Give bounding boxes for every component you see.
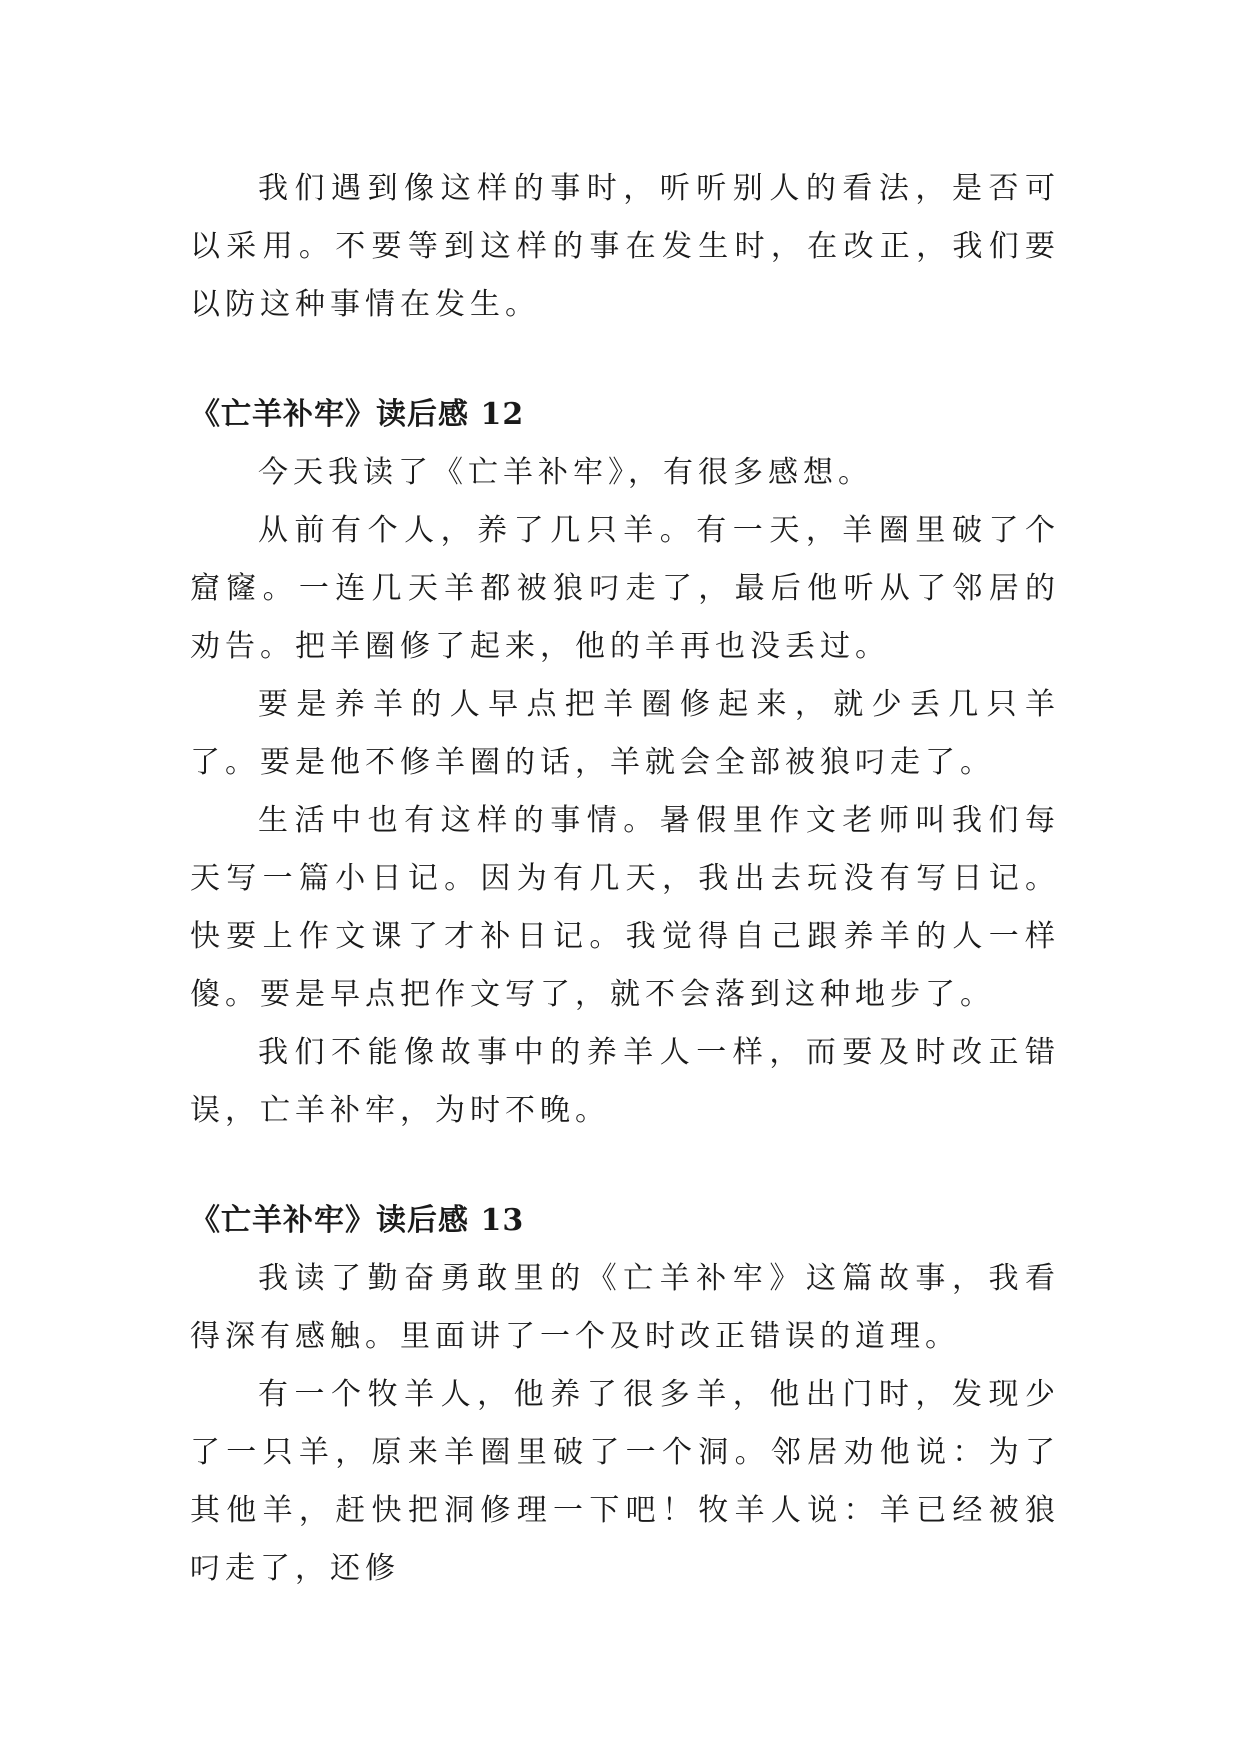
- paragraph: 我读了勤奋勇敢里的《亡羊补牢》这篇故事，我看得深有感触。里面讲了一个及时改正错误的道理。: [190, 1261, 1060, 1354]
- document-page: [190, 160, 1060, 1598]
- paragraph: 生活中也有这样的事情。暑假里作文老师叫我们每天写一篇小日记。因为有几天，我出去玩没有写日记。快要上作文课了才补日记。我觉得自己跟养羊的人一样傻。要是早点把作文写了，就不会落到这种地步了。: [190, 803, 1060, 1012]
- paragraph: 从前有个人，养了几只羊。有一天，羊圈里破了个窟窿。一连几天羊都被狼叼走了，最后他听从了邻居的劝告。把羊圈修了起来，他的羊再也没丢过。: [190, 513, 1060, 664]
- paragraph: 今天我读了《亡羊补牢》，有很多感想。: [258, 455, 873, 490]
- section-gap: [190, 1140, 1060, 1192]
- paragraph: 要是养羊的人早点把羊圈修起来，就少丢几只羊了。要是他不修羊圈的话，羊就会全部被狼叼走了。: [190, 687, 1060, 780]
- section-heading: 《亡羊补牢》读后感 13: [190, 1203, 525, 1238]
- paragraph: 有一个牧羊人，他养了很多羊，他出门时，发现少了一只羊，原来羊圈里破了一个洞。邻居劝他说：为了其他羊，赶快把洞修理一下吧！牧羊人说：羊已经被狼叼走了，还修: [190, 1377, 1060, 1586]
- section-heading: 《亡羊补牢》读后感 12: [190, 397, 525, 432]
- paragraph: 我们遇到像这样的事时，听听别人的看法，是否可以采用。不要等到这样的事在发生时，在改正，我们要以防这种事情在发生。: [190, 171, 1060, 322]
- section-gap: [190, 334, 1060, 386]
- paragraph: 我们不能像故事中的养羊人一样，而要及时改正错误，亡羊补牢，为时不晚。: [190, 1035, 1060, 1128]
